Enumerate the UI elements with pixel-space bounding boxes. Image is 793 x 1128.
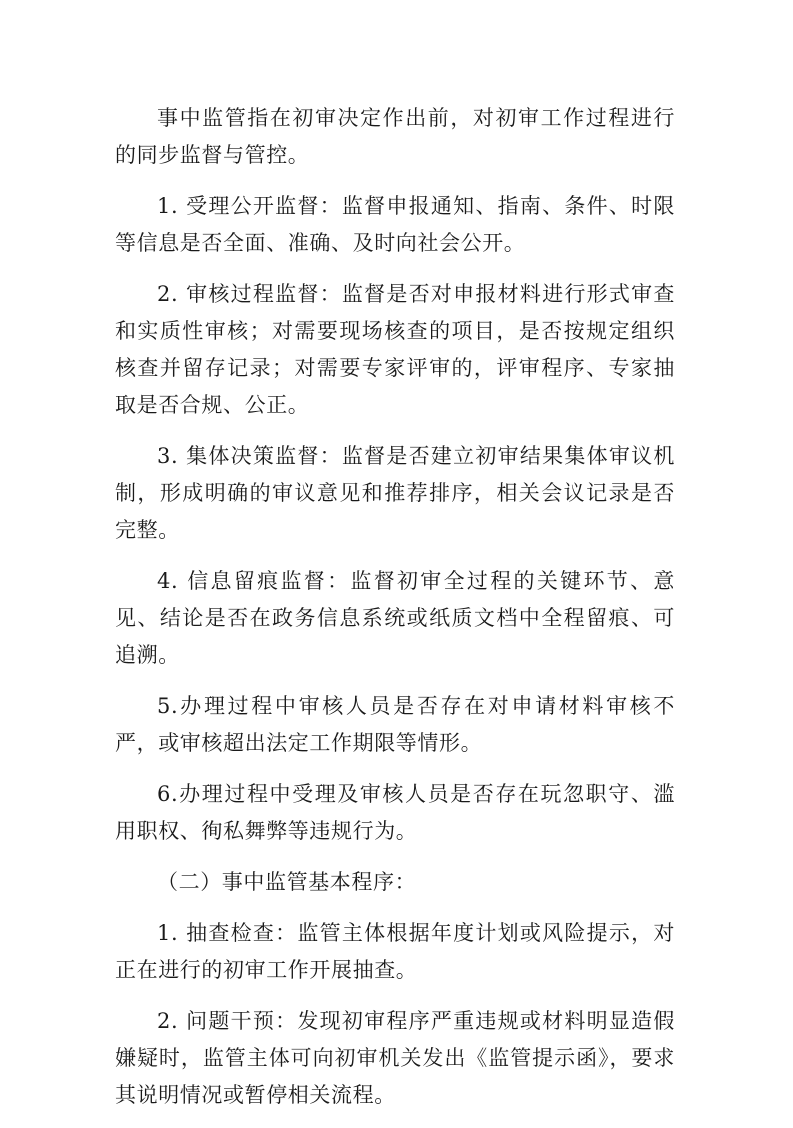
section-heading: （二）事中监管基本程序： xyxy=(157,870,417,894)
paragraph-item-4: 4. 信息留痕监督：监督初审全过程的关键环节、意见、结论是否在政务信息系统或纸质文档中全程留痕、可追溯。 xyxy=(115,569,675,667)
paragraph-item-5: 5.办理过程中审核人员是否存在对申请材料审核不严，或审核超出法定工作期限等情形。 xyxy=(115,694,675,755)
paragraph-item-2: 2. 审核过程监督：监督是否对申报材料进行形式审查和实质性审核；对需要现场核查的项目，是否按规定组织核查并留存记录；对需要专家评审的，评审程序、专家抽取是否合规、公正。 xyxy=(115,282,675,417)
paragraph-procedure-2: 2. 问题干预：发现初审程序严重违规或材料明显造假嫌疑时，监管主体可向初审机关发出《监管提示函》，要求其说明情况或暂停相关流程。 xyxy=(115,1009,675,1107)
paragraph-item-6: 6.办理过程中受理及审核人员是否存在玩忽职守、滥用职权、徇私舞弊等违规行为。 xyxy=(115,782,675,843)
document-body xyxy=(115,100,675,1128)
paragraph-intro: 事中监管指在初审决定作出前，对初审工作过程进行的同步监督与管控。 xyxy=(115,106,675,167)
paragraph-item-1: 1. 受理公开监督：监督申报通知、指南、条件、时限等信息是否全面、准确、及时向社会公开。 xyxy=(115,194,675,255)
paragraph-item-3: 3. 集体决策监督：监督是否建立初审结果集体审议机制，形成明确的审议意见和推荐排序，相关会议记录是否完整。 xyxy=(115,444,675,542)
paragraph-procedure-1: 1. 抽查检查：监管主体根据年度计划或风险提示，对正在进行的初审工作开展抽查。 xyxy=(115,921,675,982)
